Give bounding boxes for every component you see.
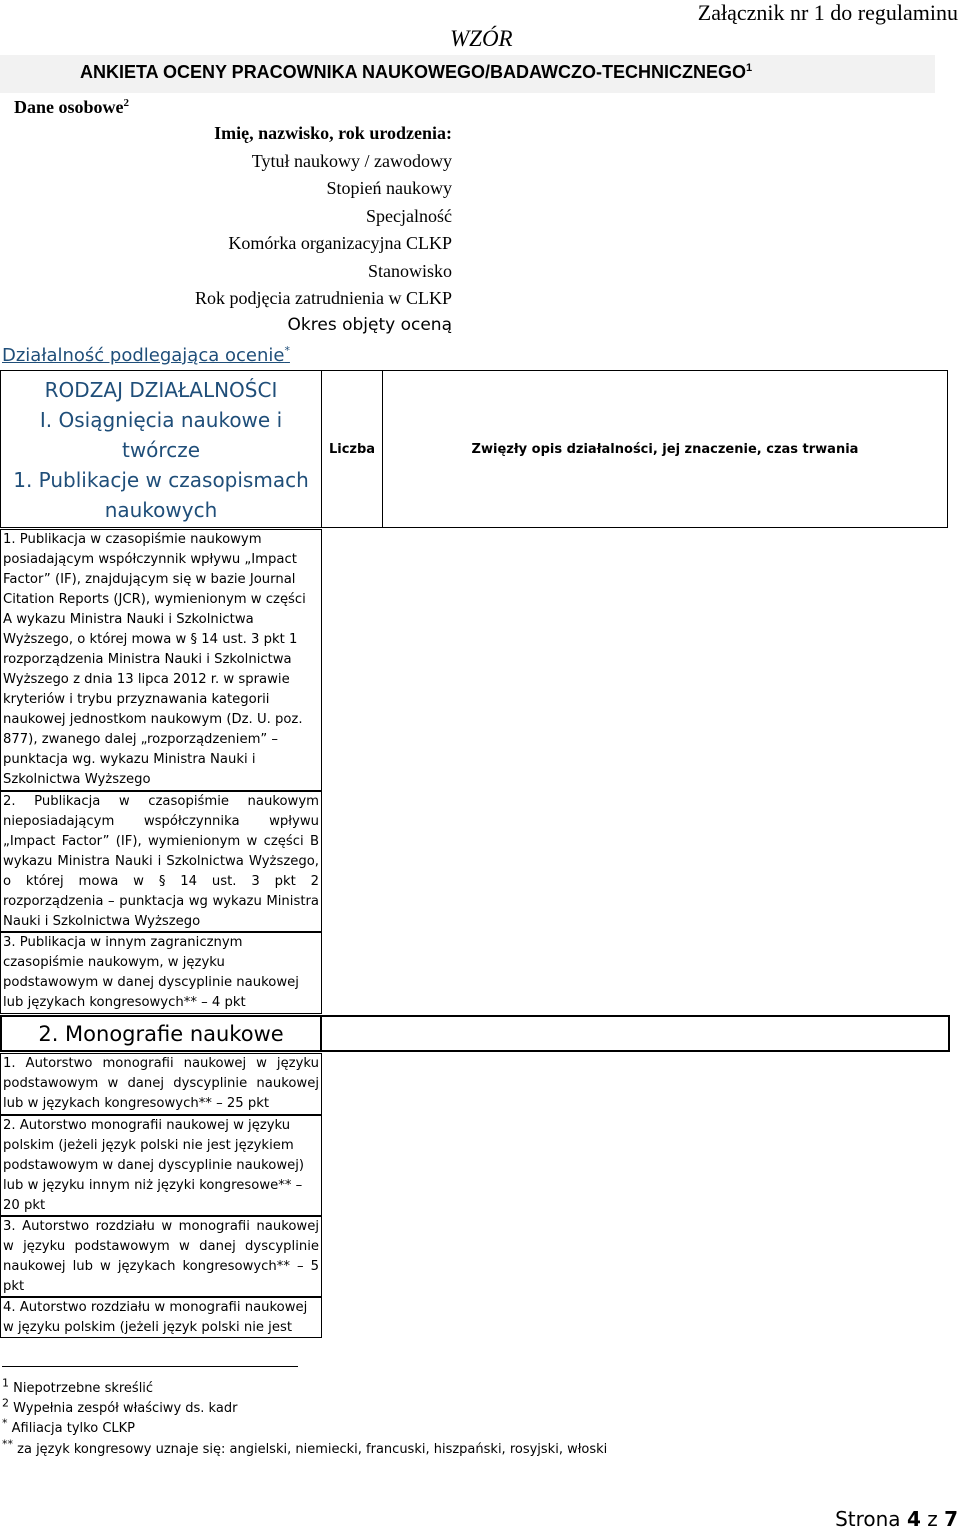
footnote-2-text: Wypełnia zespół właściwy ds. kadr [13, 1401, 238, 1416]
activity-type-label: RODZAJ DZIAŁALNOŚCI [44, 378, 278, 402]
annex-label: Załącznik nr 1 do regulaminu [697, 0, 958, 25]
footnote-1-mark: 1 [2, 1376, 9, 1390]
footnote-4-mark: ** [2, 1437, 13, 1451]
monograph-row-3-text: 3. Autorstwo rozdziału w monografii naukowej w języku podstawowym w danej dyscyplinie naukowej lub w językach kongresowych** – 5 pkt [3, 1219, 319, 1294]
section-achievements: I. Osiągnięcia naukowe i twórcze [39, 408, 283, 462]
monographs-header-label: 2. Monografie naukowe [38, 1021, 284, 1046]
field-employment-year: Rok podjęcia zatrudnienia w CLKP [195, 288, 452, 308]
monograph-row-1-text: 1. Autorstwo monografii naukowej w języku podstawowym w danej dyscyplinie naukowej lub w językach kongresowych** – 25 pkt [3, 1056, 319, 1111]
description-header [382, 370, 948, 528]
subsection-publications: 1. Publikacje w czasopismach naukowych [13, 468, 309, 522]
publication-row-2-text: 2. Publikacja w czasopiśmie naukowym nieposiadającym współczynnika wpływu „Impact Factor” (IF), wymienionym w części B wykazu Ministra Nauki i Szkolnictwa Wyższego, o której mowa w § 14 ust. 3 pkt 2 rozporządzenia – punktacja wg wykazu Ministra Nauki i Szkolnictwa Wyższego [3, 794, 319, 929]
footnote-separator [2, 1366, 298, 1367]
count-header [321, 370, 383, 528]
activity-heading-text: Działalność podlegająca ocenie [2, 345, 285, 366]
footnote-2 [2, 1396, 238, 1416]
page-number [835, 1507, 958, 1531]
footnote-3-mark: * [2, 1416, 8, 1430]
footnote-1 [2, 1376, 154, 1396]
footnote-2-mark: 2 [2, 1396, 9, 1410]
activity-heading [2, 345, 290, 366]
activity-type-header [0, 370, 322, 528]
monograph-row-2 [0, 1115, 322, 1216]
publication-row-3-text: 3. Publikacja w innym zagranicznym czasopiśmie naukowym, w języku podstawowym w danej dyscyplinie naukowej lub językach kongresowych** – 4 pkt [3, 935, 299, 1010]
page-label: Strona [835, 1507, 901, 1531]
monographs-header [0, 1015, 322, 1052]
page-of: z [927, 1507, 938, 1531]
field-position: Stanowisko [367, 261, 452, 281]
publication-row-2 [0, 791, 322, 932]
field-specialty: Specjalność [366, 206, 452, 226]
activity-heading-footnote-mark: * [284, 344, 290, 357]
monograph-row-2-text: 2. Autorstwo monografii naukowej w języku polskim (jeżeli język polski nie jest językiem podstawowym w danej dyscyplinie naukowej) lub w języku innym niż języki kongresowe** – 20 pkt [3, 1118, 305, 1213]
document-title-footnote-mark: 1 [745, 62, 753, 74]
personal-data-heading-text: Dane osobowe [14, 97, 124, 117]
monograph-row-3 [0, 1216, 322, 1297]
footnote-1-text: Niepotrzebne skreślić [13, 1381, 154, 1396]
monograph-row-4 [0, 1297, 322, 1338]
footnote-4-text: za język kongresowy uznaje się: angielski, niemiecki, francuski, hiszpański, rosyjski, włoski [17, 1442, 608, 1457]
footnote-3-text: Afiliacja tylko CLKP [11, 1421, 136, 1436]
field-unit: Komórka organizacyjna CLKP [228, 233, 452, 253]
personal-data-heading [14, 97, 129, 118]
document-title [80, 62, 752, 83]
template-mark: WZÓR [450, 26, 513, 51]
monograph-row-1 [0, 1053, 322, 1115]
page-total: 7 [944, 1507, 958, 1531]
page-current: 4 [906, 1507, 921, 1531]
personal-data-footnote-mark: 2 [123, 97, 130, 109]
publication-row-1 [0, 529, 322, 791]
count-header-label: Liczba [328, 441, 376, 457]
footnote-4 [2, 1437, 608, 1457]
publication-row-1-text: 1. Publikacja w czasopiśmie naukowym posiadającym współczynnik wpływu „Impact Factor” (IF), znajdującym się w bazie Journal Citation Reports (JCR), wymienionym w części A wykazu Ministra Nauki i Szkolnictwa Wyższego, o której mowa w § 14 ust. 3 pkt 1 rozporządzenia Ministra Nauki i Szkolnictwa Wyższego z dnia 13 lipca 2012 r. w sprawie kryteriów i trybu przyznawania kategorii naukowej jednostkom naukowym (Dz. U. poz. 877), zwanego dalej „rozporządzeniem” – punktacja wg. wykazu Ministra Nauki i Szkolnictwa Wyższego [3, 532, 306, 787]
footnote-3 [2, 1416, 136, 1436]
field-name-birth-year: Imię, nazwisko, rok urodzenia: [214, 123, 452, 143]
document-title-text: ANKIETA OCENY PRACOWNIKA NAUKOWEGO/BADAWCZO-TECHNICZNEGO [80, 62, 746, 82]
field-title: Tytuł naukowy / zawodowy [251, 151, 452, 171]
monograph-row-4-text: 4. Autorstwo rozdziału w monografii naukowej w języku polskim (jeżeli język polski nie jest [3, 1300, 308, 1335]
field-period: Okres objęty oceną [287, 315, 452, 335]
field-degree: Stopień naukowy [326, 178, 452, 198]
description-header-label: Zwięzły opis działalności, jej znaczenie, czas trwania [471, 441, 859, 457]
publication-row-3 [0, 932, 322, 1014]
